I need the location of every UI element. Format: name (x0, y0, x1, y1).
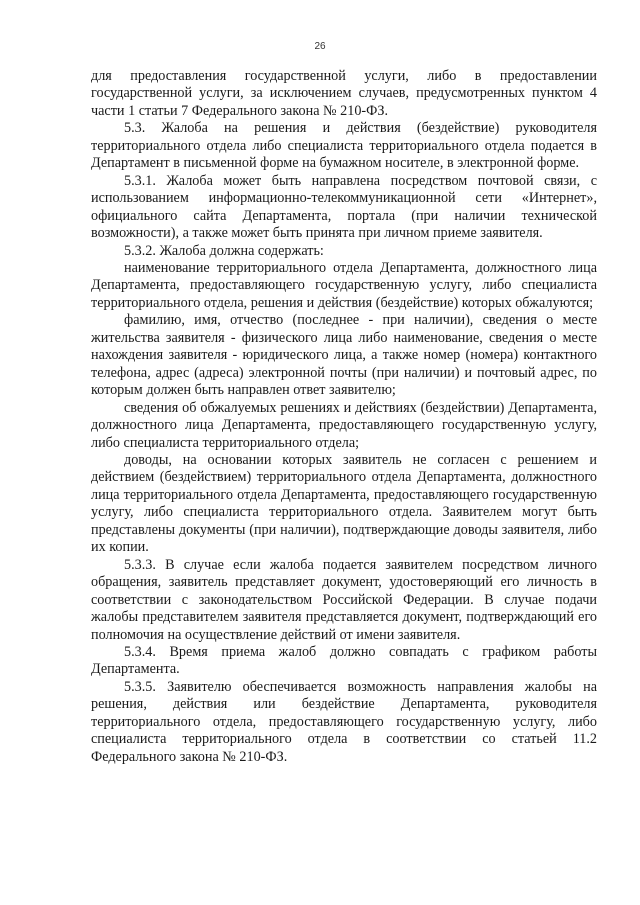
paragraph-5-3: 5.3. Жалоба на решения и действия (бездействие) руководителя территориального отдела либо специалиста территориального отдела подается в Департамент в письменной форме на бумажном носителе, в электронной форме. (91, 120, 597, 172)
body-text (91, 68, 597, 766)
paragraph-complaint-item-2: фамилию, имя, отчество (последнее - при наличии), сведения о месте жительства заявителя - физического лица либо наименование, сведения о месте нахождения заявителя - юридического лица, а также номер (номера) контактного телефона, адрес (адреса) электронной почты (при наличии) и почтовый адрес, по которым должен быть направлен ответ заявителю; (91, 312, 597, 399)
paragraph-5-3-1: 5.3.1. Жалоба может быть направлена посредством почтовой связи, с использованием информационно-телекоммуникационной сети «Интернет», официального сайта Департамента, портала (при наличии технической возможности), а также может быть принята при личном приеме заявителя. (91, 172, 597, 242)
paragraph-5-3-4: 5.3.4. Время приема жалоб должно совпадать с графиком работы Департамента. (91, 643, 597, 678)
paragraph-complaint-item-4: доводы, на основании которых заявитель не согласен с решением и действием (бездействием) территориального отдела Департамента, должностного лица территориального отдела Департамента, предоставляющего государственную услугу, либо специалиста территориального отдела. Заявителем могут быть представлены документы (при наличии), подтверждающие доводы заявителя, либо их копии. (91, 451, 597, 556)
paragraph-5-3-3: 5.3.3. В случае если жалоба подается заявителем посредством личного обращения, заявитель представляет документ, удостоверяющий его личность в соответствии с законодательством Российской Федерации. В случае подачи жалобы представителем заявителя представляется документ, подтверждающий его полномочия на осуществление действий от имени заявителя. (91, 556, 597, 643)
paragraph-complaint-item-3: сведения об обжалуемых решениях и действиях (бездействии) Департамента, должностного лица Департамента, предоставляющего государственную услугу, либо специалиста территориального отдела; (91, 399, 597, 451)
page-number: 26 (314, 41, 326, 52)
paragraph-complaint-item-1: наименование территориального отдела Департамента, должностного лица Департамента, предоставляющего государственную услугу, либо специалиста территориального отдела, решения и действия (бездействие) которых обжалуются; (91, 259, 597, 311)
paragraph-continuation: для предоставления государственной услуги, либо в предоставлении государственной услуги, за исключением случаев, предусмотренных пунктом 4 части 1 статьи 7 Федерального закона № 210-ФЗ. (91, 68, 597, 119)
paragraph-5-3-5: 5.3.5. Заявителю обеспечивается возможность направления жалобы на решения, действия или бездействие Департамента, руководителя территориального отдела, предоставляющего государственную услугу, либо специалиста территориального отдела в соответствии со статьей 11.2 Федерального закона № 210-ФЗ. (91, 678, 597, 765)
paragraph-5-3-2: 5.3.2. Жалоба должна содержать: (124, 242, 324, 259)
